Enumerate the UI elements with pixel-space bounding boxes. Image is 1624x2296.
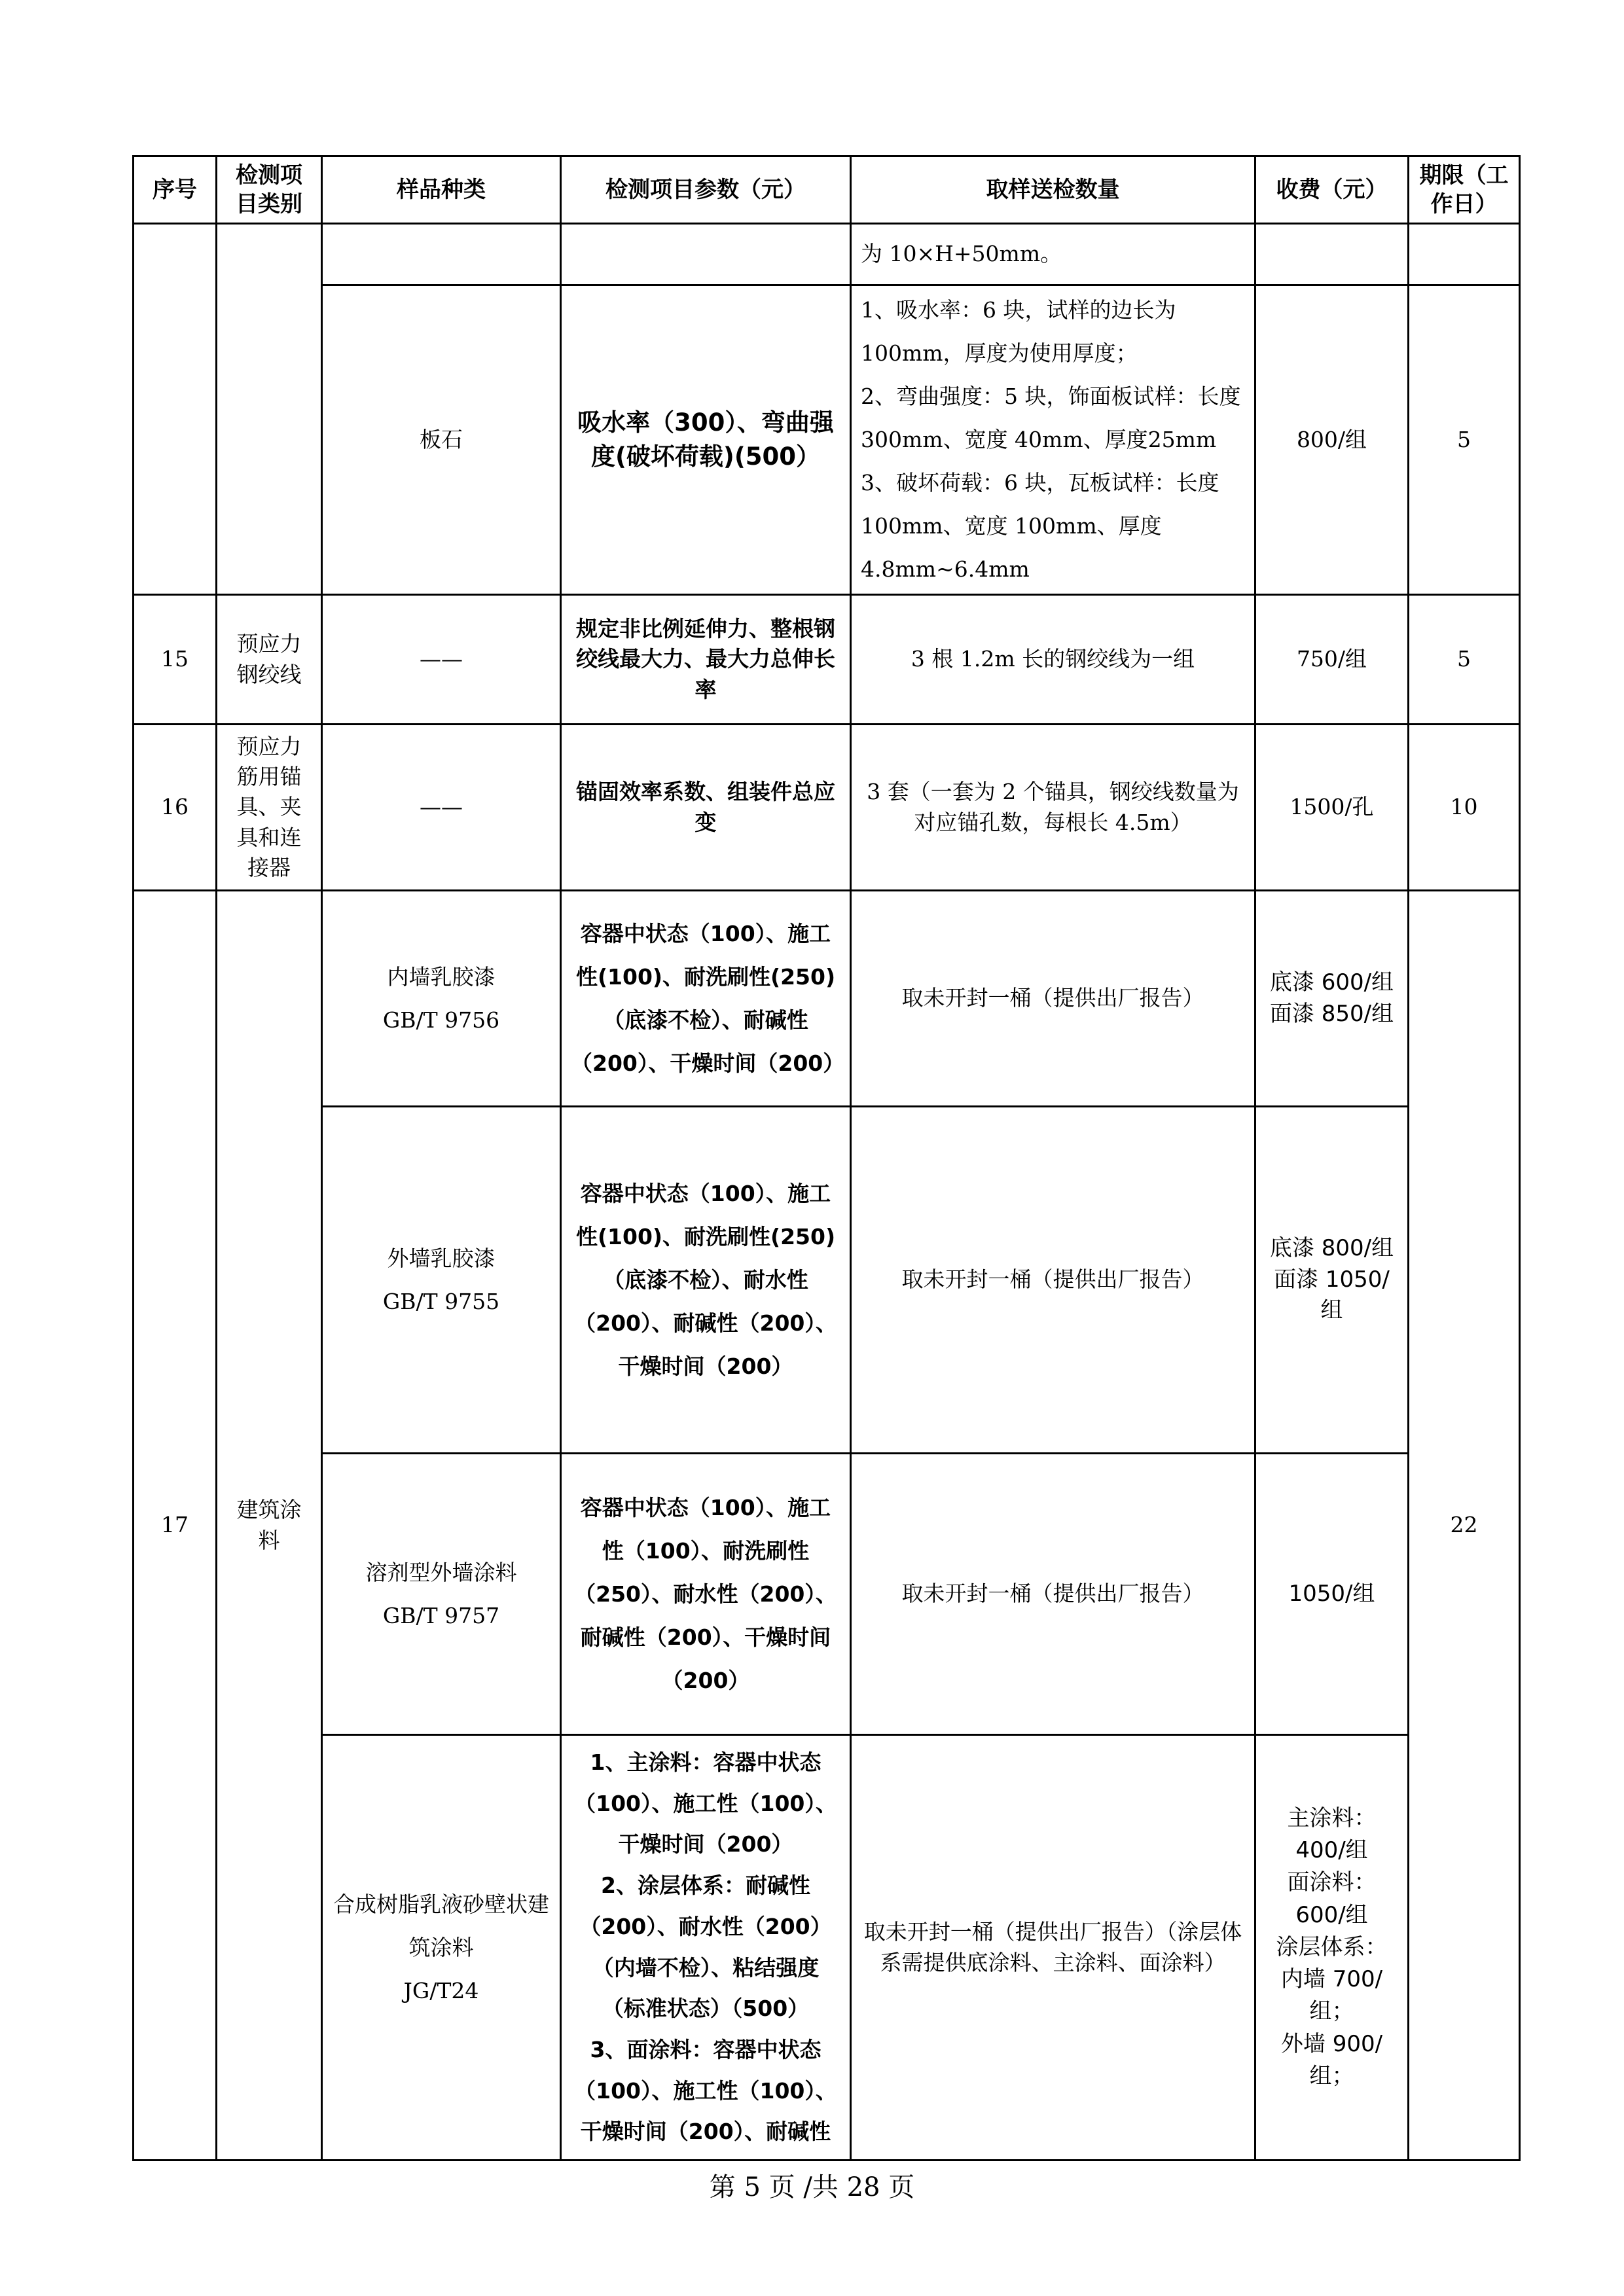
cell-sample: —— — [322, 725, 561, 891]
cell-period-prev — [1409, 224, 1520, 285]
cell-params: 容器中状态（100）、施工性(100)、耐洗刷性(250)（底漆不检）、耐碱性（200）、干燥时间（200） — [561, 891, 851, 1107]
table-row-15 — [134, 595, 1520, 725]
cell-sample: 板石 — [322, 285, 561, 595]
cell-params: 容器中状态（100）、施工性(100)、耐洗刷性(250)（底漆不检）、耐水性（200）、耐碱性（200）、干燥时间（200） — [561, 1107, 851, 1454]
header-seq: 序号 — [134, 156, 217, 224]
table-row-17-interior-latex — [134, 891, 1520, 1107]
table-row-17-exterior-latex — [134, 1107, 1520, 1454]
header-sample: 样品种类 — [322, 156, 561, 224]
cell-fee: 主涂料： 400/组 面涂料： 600/组 涂层体系： 内墙 700/组； 外墙 900/组； — [1255, 1735, 1409, 2161]
table-row-16 — [134, 725, 1520, 891]
cell-category: 预应力筋用锚具、夹具和连接器 — [217, 725, 322, 891]
cell-params: 容器中状态（100）、施工性（100）、耐洗刷性（250）、耐水性（200）、耐碱性（200）、干燥时间（200） — [561, 1454, 851, 1735]
cell-quantity: 取未开封一桶（提供出厂报告） — [851, 1454, 1255, 1735]
header-quantity: 取样送检数量 — [851, 156, 1255, 224]
test-fee-table — [132, 155, 1521, 2161]
cell-fee: 1500/孔 — [1255, 725, 1409, 891]
cell-sample-prev — [322, 224, 561, 285]
table-row-17-sand-wall — [134, 1735, 1520, 2161]
cell-quantity: 3 套（一套为 2 个锚具，钢绞线数量为对应锚孔数，每根长 4.5m） — [851, 725, 1255, 891]
cell-sample: 合成树脂乳液砂壁状建筑涂料 JG/T24 — [322, 1735, 561, 2161]
header-row — [134, 156, 1520, 224]
cell-sample: 溶剂型外墙涂料 GB/T 9757 — [322, 1454, 561, 1735]
cell-quantity-prev: 为 10×H+50mm。 — [851, 224, 1255, 285]
cell-sample: —— — [322, 595, 561, 725]
cell-quantity: 1、吸水率：6 块，试样的边长为100mm，厚度为使用厚度； 2、弯曲强度：5 块，饰面板试样：长度 300mm、宽度 40mm、厚度25mm 3、破坏荷载：6 块，瓦板试样：长度 100mm、宽度 100mm、厚度4.8mm~6.4mm — [851, 285, 1255, 595]
cell-period: 10 — [1409, 725, 1520, 891]
cell-quantity: 3 根 1.2m 长的钢绞线为一组 — [851, 595, 1255, 725]
cell-period: 5 — [1409, 595, 1520, 725]
cell-category: 预应力钢绞线 — [217, 595, 322, 725]
cell-params: 锚固效率系数、组装件总应变 — [561, 725, 851, 891]
cell-period: 22 — [1409, 891, 1520, 2161]
cell-quantity: 取未开封一桶（提供出厂报告） — [851, 891, 1255, 1107]
header-period: 期限（工作日） — [1409, 156, 1520, 224]
cell-fee: 1050/组 — [1255, 1454, 1409, 1735]
cell-fee-prev — [1255, 224, 1409, 285]
cell-sample: 外墙乳胶漆 GB/T 9755 — [322, 1107, 561, 1454]
cell-seq: 16 — [134, 725, 217, 891]
cell-category: 建筑涂料 — [217, 891, 322, 2161]
cell-quantity: 取未开封一桶（提供出厂报告）（涂层体系需提供底涂料、主涂料、面涂料） — [851, 1735, 1255, 2161]
cell-fee: 750/组 — [1255, 595, 1409, 725]
cell-fee: 800/组 — [1255, 285, 1409, 595]
cell-period: 5 — [1409, 285, 1520, 595]
header-category: 检测项目类别 — [217, 156, 322, 224]
header-params: 检测项目参数（元） — [561, 156, 851, 224]
table-row-continuation — [134, 224, 1520, 285]
cell-params: 规定非比例延伸力、整根钢绞线最大力、最大力总伸长率 — [561, 595, 851, 725]
cell-seq: 17 — [134, 891, 217, 2161]
cell-quantity: 取未开封一桶（提供出厂报告） — [851, 1107, 1255, 1454]
cell-fee: 底漆 600/组 面漆 850/组 — [1255, 891, 1409, 1107]
header-fee: 收费（元） — [1255, 156, 1409, 224]
cell-params: 吸水率（300）、弯曲强度(破坏荷载)(500） — [561, 285, 851, 595]
table-row-slate — [134, 285, 1520, 595]
cell-params: 1、主涂料：容器中状态（100）、施工性（100）、干燥时间（200） 2、涂层体系：耐碱性（200）、耐水性（200）（内墙不检）、粘结强度（标准状态）（500） 3、面涂料：容器中状态（100）、施工性（100）、干燥时间（200）、耐碱性 — [561, 1735, 851, 2161]
cell-sample: 内墙乳胶漆 GB/T 9756 — [322, 891, 561, 1107]
cell-seq-prev — [134, 224, 217, 595]
page-number-footer: 第 5 页 /共 28 页 — [709, 2172, 915, 2202]
table-row-17-solvent — [134, 1454, 1520, 1735]
cell-category-prev — [217, 224, 322, 595]
cell-seq: 15 — [134, 595, 217, 725]
cell-fee: 底漆 800/组 面漆 1050/组 — [1255, 1107, 1409, 1454]
cell-params-prev — [561, 224, 851, 285]
